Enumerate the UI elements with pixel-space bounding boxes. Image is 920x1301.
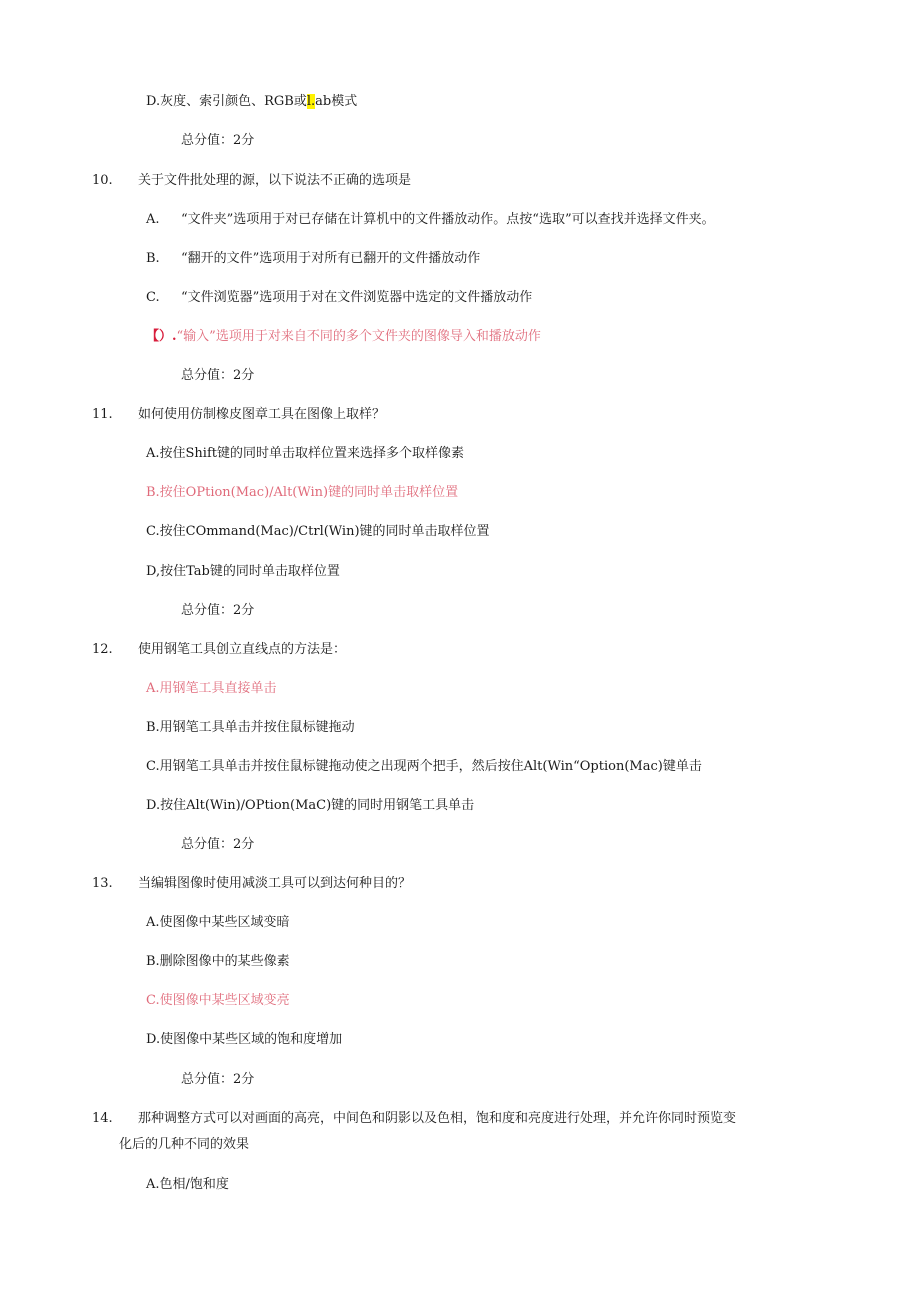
q14-option-a: A.色相/饱和度 (146, 1177, 229, 1192)
option-text: “文件夹”选项用于对已存储在计算机中的文件播放动作。点按“选取”可以查找并选择文件夹。 (181, 212, 715, 227)
q10-option-b (146, 249, 480, 269)
q10-number: 10. (92, 173, 113, 188)
q10-score: 总分值：2分 (181, 368, 255, 383)
q9-option-d (146, 92, 357, 112)
option-label: A. (146, 212, 160, 227)
q12-option-a-correct: A.用钢笔工具直接单击 (146, 681, 277, 696)
q13-option-b: B.删除图像中的某些像素 (146, 954, 290, 969)
q11-score: 总分值：2分 (181, 603, 255, 618)
q10-option-a (146, 210, 715, 230)
option-label: C. (146, 290, 160, 305)
q9-option-d-text-end: ab模式 (315, 94, 358, 109)
highlighted-text: l. (306, 94, 316, 109)
q14-text-line1: 那种调整方式可以对画面的高亮，中间色和阴影以及色相，饱和度和亮度进行处理，并允许你同时预览变 (138, 1111, 737, 1126)
q11-option-a: A.按住Shift键的同时单击取样位置来选择多个取样像素 (146, 446, 464, 461)
q11-text: 如何使用仿制橡皮图章工具在图像上取样？ (138, 407, 386, 422)
option-text: “翻开的文件”选项用于对所有已翻开的文件播放动作 (181, 251, 481, 266)
q12-number: 12. (92, 642, 113, 657)
q13-option-c-correct: C.使图像中某些区域变亮 (146, 993, 290, 1008)
q12-score: 总分值：2分 (181, 837, 255, 852)
q13-score: 总分值：2分 (181, 1072, 255, 1087)
q10-option-d-correct (146, 327, 541, 347)
q10-option-c (146, 288, 532, 308)
q10-text: 关于文件批处理的源，以下说法不正确的选项是 (138, 173, 412, 188)
q11-option-d: D,按住Tab键的同时单击取样位置 (146, 564, 340, 579)
q13-option-a: A.使图像中某些区域变暗 (146, 915, 290, 930)
q11-number: 11. (92, 407, 113, 422)
q9-score: 总分值：2分 (181, 133, 255, 148)
q12-text: 使用钢笔工具创立直线点的方法是： (138, 642, 347, 657)
q13-number: 13. (92, 876, 113, 891)
q12-option-b: B.用钢笔工具单击并按住鼠标键拖动 (146, 720, 355, 735)
option-label: B. (146, 251, 160, 266)
q14-number: 14. (92, 1111, 113, 1126)
option-text: “输入”选项用于对来自不同的多个文件夹的图像导入和播放动作 (176, 329, 541, 344)
q9-option-d-text: D.灰度、索引颜色、RGB或 (146, 94, 307, 109)
q13-text: 当编辑图像时使用减淡工具可以到达何种目的？ (138, 876, 412, 891)
option-text: “文件浏览器”选项用于对在文件浏览器中选定的文件播放动作 (181, 290, 533, 305)
q11-option-c: C.按住COmmand(Mac)/Ctrl(Win)键的同时单击取样位置 (146, 524, 490, 539)
option-label: 【）. (146, 329, 177, 344)
q14-text-line2: 化后的几种不同的效果 (119, 1137, 250, 1152)
q12-option-c: C.用钢笔工具单击并按住鼠标键拖动使之出现两个把手，然后按住Alt(Win“Option(Mac)键单击 (146, 759, 702, 774)
q13-option-d: D.使图像中某些区域的饱和度增加 (146, 1032, 343, 1047)
q11-option-b-correct: B.按住OPtion(Mac)/Alt(Win)键的同时单击取样位置 (146, 485, 459, 500)
q12-option-d: D.按住Alt(Win)/OPtion(MaC)键的同时用钢笔工具单击 (146, 798, 475, 813)
